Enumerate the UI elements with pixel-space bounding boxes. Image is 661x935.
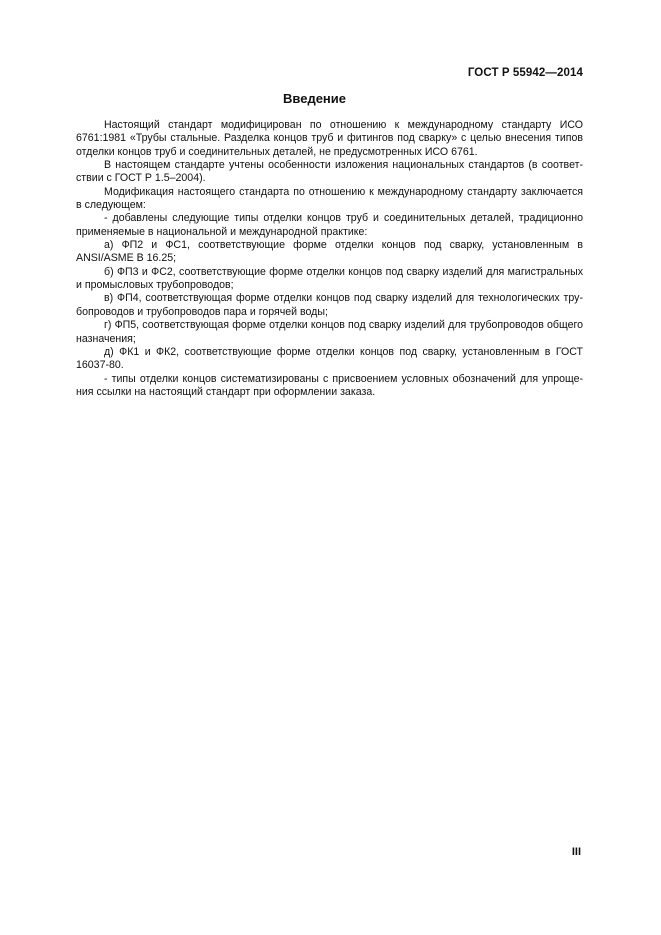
list-item-b: б) ФП3 и ФС2, соответствующие форме отделки концов под сварку изделий для магистральных и промысловых трубопроводов; bbox=[76, 265, 583, 292]
document-code-header: ГОСТ Р 55942—2014 bbox=[467, 67, 583, 79]
paragraph-intro: Настоящий стандарт модифицирован по отношению к международному стандарту ИСО 6761:1981 «Трубы стальные. Разделка концов труб и фитингов под сварку» с целью внесения типов отделки концов труб и соединительных деталей, не предусмотренных ИСО 6761. bbox=[76, 119, 583, 158]
list-item-added-types: - добавлены следующие типы отделки концов труб и соединительных деталей, традиционно применяемые в национальной и международной практике: bbox=[76, 212, 583, 238]
list-item-d: г) ФП5, соответствующая форме отделки концов под сварку изделий для трубопроводов общего назначения; bbox=[76, 319, 583, 345]
paragraph-national-features: В настоящем стандарте учтены особенности изложения национальных стандартов (в соответствии с ГОСТ Р 1.5–2004). bbox=[76, 159, 583, 185]
section-title: Введение bbox=[283, 91, 346, 106]
paragraph-modification: Модификация настоящего стандарта по отношению к международному стандарту заключается в следующем: bbox=[76, 185, 583, 212]
list-item-c: в) ФП4, соответствующая форме отделки концов под сварку изделий для технологических трубопроводов и трубопроводов пара и горячей воды; bbox=[76, 292, 583, 318]
list-item-e: д) ФК1 и ФК2, соответствующие форме отделки концов под сварку, установленным в ГОСТ 16037-80. bbox=[76, 345, 583, 372]
body-text bbox=[76, 119, 583, 399]
list-item-systematized: - типы отделки концов систематизированы с присвоением условных обозначений для упрощения ссылки на настоящий стандарт при оформлении заказа. bbox=[76, 372, 583, 398]
list-item-a: а) ФП2 и ФС1, соответствующие форме отделки концов под сварку, установленным в ANSI/ASME B 16.25; bbox=[76, 239, 583, 265]
page-number: III bbox=[571, 846, 581, 858]
